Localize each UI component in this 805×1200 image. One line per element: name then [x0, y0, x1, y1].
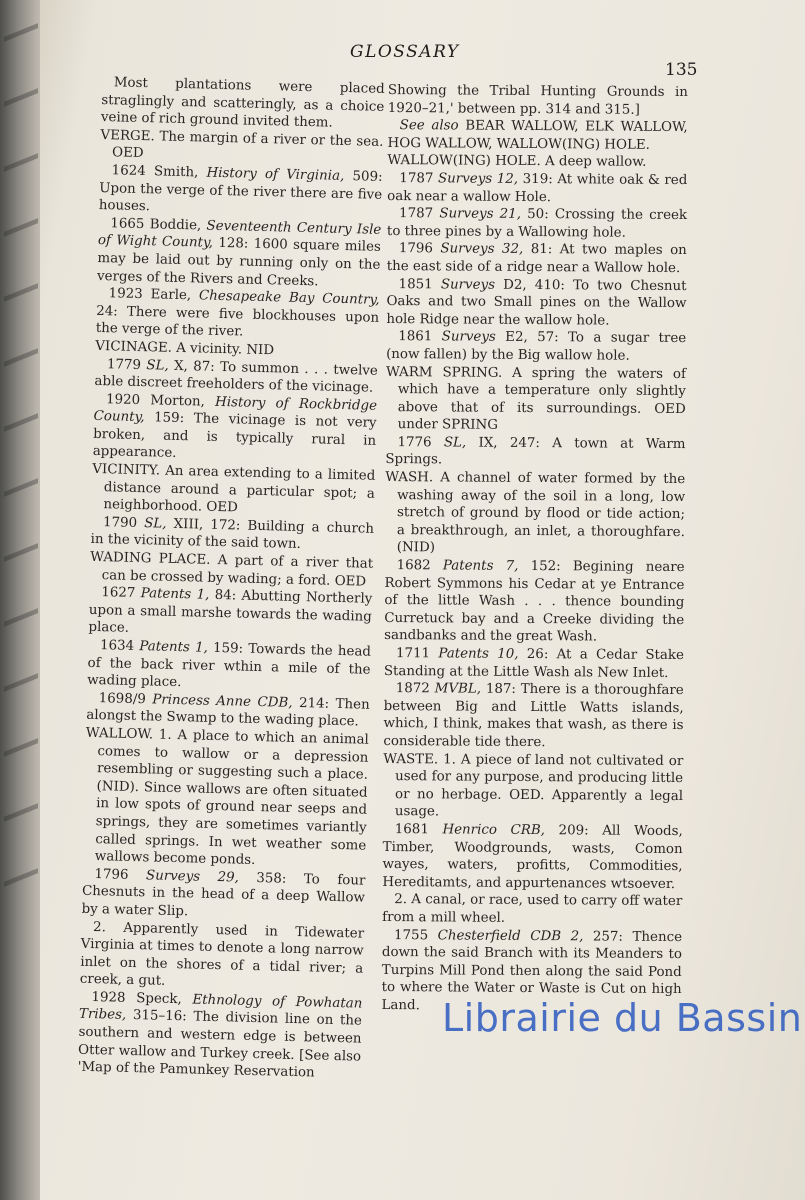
citation-post: 152: Begining neare Robert Symmons his Cedar at ye Entrance of the little Wash . . . thence bounding Curretuck bay and a Creeke dividing the sandbanks and the great Wash. [384, 558, 685, 645]
citation [384, 645, 684, 682]
gutter-shadow [4, 478, 38, 497]
citation-pre: 1796 [398, 241, 441, 257]
citation-post: IX, 247: A town at Warm Springs. [385, 435, 686, 468]
citation-title: Patents 1, [140, 586, 210, 603]
gutter-shadow [4, 803, 38, 822]
citation-post: X, 87: To summon . . . twelve able discreet freeholders of the vicinage. [94, 358, 379, 396]
glossary-entry: VERGE. The margin of a river or the sea. OED [100, 127, 384, 162]
glossary-entry: WADING PLACE. A part of a river that can be crossed by wading; a ford. OED [90, 549, 374, 590]
citation-post: 26: At a Cedar Stake Standing at the Little Wash als New Inlet. [383, 646, 685, 681]
glossary-entry: WALLOW. 1. A place to which an animal comes to wallow or a depression resembling or suggesting such a place. (NID). Since wallows are often situated in low spots of ground near seeps and springs, they are sometimes variantly called springs. In wet weather some wallows become ponds. [85, 725, 369, 869]
citation-title: Chesterfield CDB 2, [437, 927, 584, 944]
citation [88, 584, 372, 644]
citation: 2. A canal, or race, used to carry off water from a mill wheel. [382, 892, 683, 926]
citation-title: Seventeenth Century Isle of Wight County, [97, 218, 382, 252]
citation-pre: 1923 Earle, [108, 286, 200, 304]
left-column [77, 74, 384, 1083]
citation-title: Princess Anne CDB, [152, 692, 293, 711]
glossary-entry: WASTE. 1. A piece of land not cultivated or used for any purpose, and producing little or no herbage. OED. Apparently a legal usage. [383, 751, 684, 820]
citation-pre: 1861 [398, 329, 442, 345]
citation: Most plantations were placed straglingly and scatteringly, as a choice veine of rich ground invited them. [100, 75, 385, 131]
citation-post: 84: Abutting Northerly upon a small marshe towards the wading place. [88, 587, 373, 637]
gutter-shadow [4, 348, 38, 367]
gutter-shadow [4, 738, 38, 757]
citation [382, 821, 682, 893]
citation-title: Surveys [441, 329, 496, 346]
citation-title: Surveys 32, [440, 241, 524, 258]
citation-post: D2, 410: To two Chesnut Oaks and two Small pines on the Wallow hole Ridge near the wallow hole. [386, 277, 687, 329]
citation [388, 117, 688, 154]
gutter-shadow [4, 153, 38, 172]
citation-post: 187: There is a thoroughfare between Big and Little Watts islands, which, I think, makes that wash, as there is considerable tide there. [383, 681, 684, 751]
citation-title: Patents 1, [139, 639, 209, 656]
gutter-shadow [4, 23, 38, 42]
gutter-shadow [4, 218, 38, 237]
citation-title: SL, [144, 516, 167, 532]
citation-post: 50: Crossing the creek to three pines by a Wallowing hole. [386, 207, 688, 241]
citation-post: 319: At white oak & red oak near a wallow Hole. [387, 171, 688, 205]
citation [385, 434, 685, 471]
citation-post: 81: At two maples on the east side of a ridge near a Wallow hole. [386, 242, 687, 276]
citation-title: Surveys [440, 276, 496, 293]
citation-post: E2, 57: To a sugar tree (now fallen) by the Big wallow hole. [386, 330, 687, 364]
page-number: 135 [665, 60, 698, 80]
citation-post: 159: Towards the head of the back river wthin a mile of the wading place. [86, 640, 372, 691]
citation-pre: 1627 [101, 585, 141, 602]
citation-post: 209: All Woods, Timber, Woodgrounds, wasts, Comon wayes, waters, profitts, Commodities, Hereditamts, and appurtenances wtsoever. [382, 823, 683, 892]
glossary-entry: VICINITY. An area extending to a limited distance around a particular spot; a neighborhood. OED [92, 461, 376, 516]
citation-post: BEAR WALLOW, ELK WALLOW, HOG WALLOW, WALLOW(ING) HOLE. [387, 118, 688, 153]
glossary-entry: VICINAGE. A vicinity. NID [95, 338, 275, 359]
citation: 2. Apparently used in Tidewater Virginia at times to denote a long narrow inlet on the shores of a tidal river; a creek, a gut. [79, 919, 365, 990]
gutter-shadow [4, 543, 38, 562]
citation-title: Henrico CRB, [442, 822, 546, 839]
citation-pre: 1787 [399, 206, 440, 222]
citation-pre: 1624 Smith, [111, 163, 207, 181]
citation [387, 205, 687, 242]
citation-pre: 1665 Boddie, [110, 216, 207, 234]
citation-pre: 1755 [393, 927, 438, 943]
gutter-shadow [4, 868, 38, 887]
citation-post: 24: There were five blockhouses upon the verge of the river. [95, 303, 380, 340]
citation-title: Patents 7, [442, 558, 519, 574]
gutter-shadow [4, 673, 38, 692]
citation [383, 680, 683, 752]
citation [386, 276, 686, 331]
citation-title: History of Virginia, [206, 165, 345, 184]
citation-post: 214: Then alongst the Swamp to the wading place. [86, 695, 370, 730]
citation: Showing the Tribal Hunting Grounds in 1920–21,' between pp. 314 and 315.] [387, 82, 688, 118]
citation [77, 989, 362, 1084]
glossary-entry: WASH. A channel of water formed by the washing away of the soil in a long, low stretch of ground by flood or tide action; a breakthrough, an inlet, a thoroughfare. (NID) [385, 470, 686, 556]
gutter-shadow [4, 413, 38, 432]
citation [87, 637, 371, 697]
citation-pre: 1928 Speck, [91, 989, 193, 1008]
citation-pre: 1698/9 [98, 690, 153, 708]
citation-title: History of Rockbridge County, [93, 394, 378, 426]
citation-pre: 1776 [397, 434, 444, 451]
citation-title: Surveys 21, [439, 206, 522, 223]
right-column [381, 82, 688, 1017]
gutter-shadow [4, 608, 38, 627]
gutter-shadow [4, 283, 38, 302]
citation [387, 170, 687, 207]
citation-pre: 1851 [398, 276, 441, 292]
citation-pre: 1920 Morton, [105, 391, 216, 410]
citation [97, 215, 382, 292]
citation-post: 257: Thence down the said Branch with its Meanders to Turpins Mill Pond then along the said Pond to where the Water or Waste is Cut on high Land. [381, 928, 683, 1014]
citation-title: MVBL, [434, 681, 482, 697]
citation-pre: 1787 [399, 171, 439, 187]
citation [387, 240, 687, 277]
running-head: GLOSSARY [350, 42, 460, 62]
citation-title: SL, [443, 435, 467, 451]
citation-title: Surveys 12, [437, 171, 519, 187]
citation [81, 865, 365, 925]
citation-pre: 1711 [395, 646, 439, 662]
citation-post: 358: To four Chesnuts in the head of a deep Wallow by a water Slip. [81, 870, 366, 920]
citation-pre: 1790 [102, 515, 145, 532]
citation-post: 159: The vicinage is not very broken, and is typically rural in appearance. [92, 410, 377, 462]
citation-pre: 1872 [395, 681, 435, 697]
citation-title: Patents 10, [438, 646, 519, 662]
watermark: Librairie du Bassin [442, 996, 803, 1040]
citation-post: XIII, 172: Building a church in the vicinity of the said town. [90, 516, 375, 553]
citation-title: Ethnology of Powhatan Tribes, [78, 992, 363, 1024]
citation-pre: 1681 [394, 822, 443, 838]
book-page [40, 0, 805, 1200]
gutter-shadow [4, 88, 38, 107]
citation [386, 328, 686, 365]
citation-title: See also [399, 118, 459, 134]
citation [99, 162, 383, 222]
glossary-entry: WALLOW(ING) HOLE. A deep wallow. [387, 153, 647, 171]
citation [384, 557, 685, 647]
citation-title: Surveys 29, [145, 868, 240, 886]
citation-pre: 1779 [106, 356, 147, 373]
citation-post: 128: 1600 square miles may be laid out by running only on the verges of the Rivers and Creeks. [96, 236, 382, 289]
citation-pre: 1796 [94, 866, 147, 884]
citation-pre: 1682 [396, 558, 443, 574]
citation-post: 315–16: The division line on the southern and western edge is between Otter wallow and Turkey creek. [See also 'Map of the Pamunkey Reservation [77, 1008, 363, 1081]
citation [96, 285, 380, 345]
glossary-entry: WARM SPRING. A spring the waters of which have a temperature only slightly above that of its surroundings. OED under SPRING [385, 364, 687, 434]
citation-pre: 1634 [99, 638, 140, 655]
citation-title: Chesapeake Bay Country, [198, 288, 380, 308]
citation-post: 509: Upon the verge of the river there are five houses. [98, 168, 383, 215]
citation-title: SL, [146, 357, 169, 374]
citation [93, 391, 378, 468]
